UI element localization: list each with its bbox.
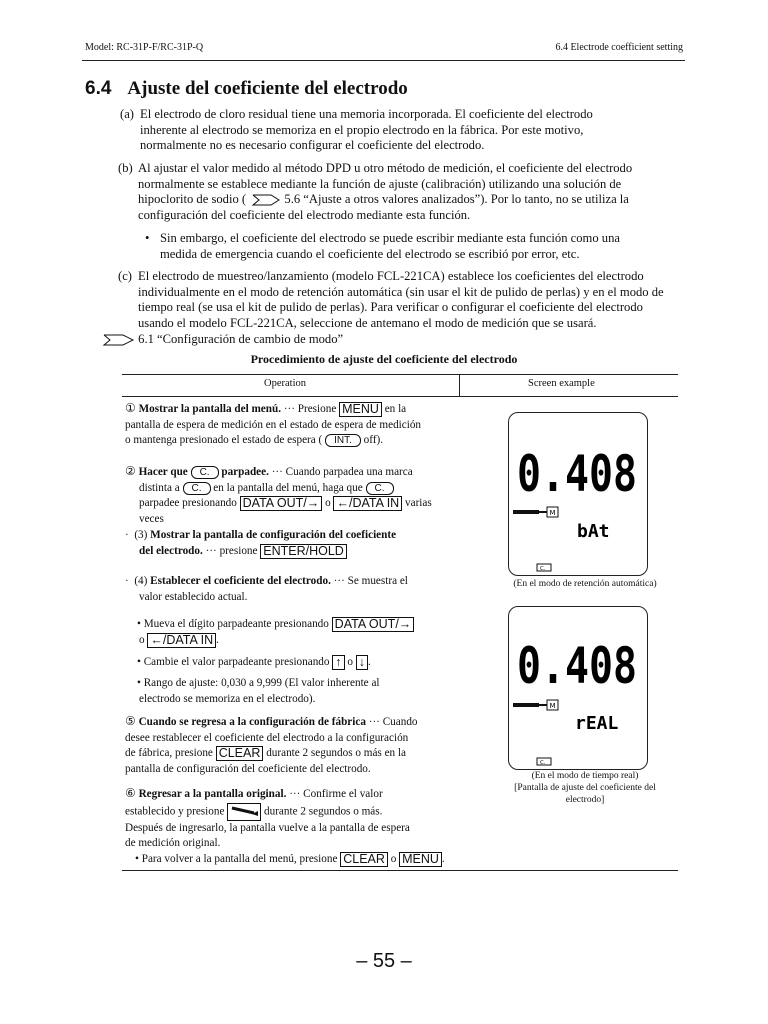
caption-line: electrodo] [565,795,605,805]
header-rule [82,60,685,61]
paragraph-c-tag: (c) [118,269,132,283]
step-1-line [125,401,455,418]
step-text: durante 2 segundos o más. [264,805,383,818]
step-text: ··· Cuando [368,716,418,728]
paragraph-a-line: inherente al electrodo se memoriza en el propio electrodo en la fábrica. Por este motivo, [140,122,584,137]
up-key: ↑ [332,655,344,670]
step-dot: · [125,575,129,587]
section-title [85,78,408,100]
step-text: o [139,633,145,646]
clear-key: CLEAR [340,852,388,867]
enter-hold-key: ENTER/HOLD [260,544,347,559]
step-text: Mueva el dígito parpadeante presionando [143,618,329,631]
paragraph-a [120,107,700,154]
c-key: C. [366,482,394,495]
step-number: (4) [134,575,148,587]
mode-reference-text: 6.1 “Configuración de cambio de modo” [138,332,344,346]
step-text: electrodo se memoriza en el electrodo). [139,692,316,705]
step-1 [125,401,455,449]
paragraph-c-line: El electrodo de muestreo/lanzamiento (modelo FCL-221CA) establece los coeficientes del electrodo [138,269,644,283]
caption-line: (En el modo de tiempo real) [531,771,639,781]
screen-caption-auto-hold: (En el modo de retención automática) [513,579,657,589]
step-dot: · [125,529,129,541]
clear-key: CLEAR [216,746,264,761]
table-top-rule [122,374,678,375]
step-heading: Cuando se regresa a la configuración de fábrica [138,716,366,728]
step-number: ① [125,401,136,415]
table-title: Procedimiento de ajuste del coeficiente del electrodo [250,352,518,366]
m-indicator: M [549,702,556,710]
page-number: – 55 – [356,950,412,972]
step-text: Rango de ajuste: 0,030 a 9,999 (El valor inherente al [143,677,380,690]
step-text: ··· Cuando parpadea una marca [271,466,413,478]
step-text: de medición original. [125,837,221,850]
paragraph-a-line: normalmente no es necesario configurar el coeficiente del electrodo. [140,138,485,153]
lcd-screen-auto-hold [508,412,648,576]
step-text: ··· Confirme el valor [289,788,383,800]
step-5-line [125,746,455,762]
data-in-key: ←/DATA IN [147,633,216,648]
step-text: en la [384,403,407,415]
mode-reference [103,332,343,348]
step-3-line [125,528,457,544]
step-2-line [139,496,457,512]
lcd-mode-label: bAt [577,521,610,542]
step-number: (3) [134,529,148,541]
step-text: ··· presione [205,544,258,557]
step-6 [125,786,470,867]
lcd-mode-label: rEAL [575,713,619,734]
step-5-line [125,714,455,731]
down-key: ↓ [356,655,368,670]
step-heading: Hacer que [138,466,188,478]
step-heading: parpadee. [221,466,269,478]
bullet-dot: • [145,231,150,245]
m-indicator: M [549,509,556,517]
caption-line: [Pantalla de ajuste del coeficiente del [514,783,656,793]
step-text: ··· Presione [283,403,337,415]
step-text: o [347,655,353,668]
c-key: C. [183,482,211,495]
lcd-display [509,413,647,575]
table-bottom-rule [122,870,678,871]
paragraph-c-line: usando el modelo FCL-221CA, seleccione de antemano el modo de medición que se usará. [138,315,597,330]
paragraph-c-line: tiempo real (se usa el kit de pulido de perlas). Para verificar o configurar el coeficiente del electrodo [138,300,643,315]
bullet-note [145,231,690,262]
step-text: pantalla de configuración del coeficiente del electrodo. [125,762,371,775]
electrode-key [227,803,261,821]
step-4-line [125,574,457,590]
step-text: o mantenga presionado el estado de espera ( [125,434,323,447]
step-heading: Mostrar la pantalla del menú. [138,403,281,415]
lcd-display [509,607,647,769]
step-text: Después de ingresarlo, la pantalla vuelve a la pantalla de espera [125,821,410,834]
step-3 [125,528,457,559]
paragraph-c-line: individualmente en el modo de retención automática (sin usar el kit de pulido de perlas) y en el modo de [138,284,664,299]
data-in-key: ←/DATA IN [333,496,402,511]
step-5 [125,714,455,777]
step-text: valor establecido actual. [139,590,248,603]
step-text: en la pantalla del menú, haga que [213,481,363,494]
step-text: o [325,497,331,510]
menu-key: MENU [399,852,442,867]
paragraph-b-text: hipoclorito de sodio ( [138,192,247,207]
step-heading: Regresar a la pantalla original. [138,788,287,800]
step-text: Para volver a la pantalla del menú, presione [141,852,338,865]
c-indicator: C. [540,760,546,766]
step-text: off). [363,434,384,447]
step-4 [125,574,457,707]
step-heading: Mostrar la pantalla de configuración del coeficiente [150,529,397,541]
step-6-bullet: • Para volver a la pantalla del menú, presione CLEAR o MENU . [135,851,445,866]
step-4-line: o ←/DATA IN . [139,632,219,647]
step-heading: del electrodo. [139,544,203,557]
paragraph-b-line: normalmente se establece mediante la función de ajuste (calibración) utilizando una solución de [138,176,622,191]
step-number: ② [125,464,136,478]
paragraph-c [118,269,698,331]
step-6-line [125,786,470,803]
step-text: durante 2 segundos o más en la [266,747,406,760]
step-text: ··· Se muestra el [333,575,408,587]
step-heading: Establecer el coeficiente del electrodo. [150,575,331,587]
electrode-icon [229,804,259,817]
step-4-bullet: • Mueva el dígito parpadeante presionando DATA OUT/→ [137,617,457,633]
step-2-line [125,464,457,481]
step-text: pantalla de espera de medición en el estado de espera de medición [125,418,422,431]
step-text: establecido y presione [125,805,225,818]
header-model: Model: RC-31P-F/RC-31P-Q [85,42,204,53]
step-number: ⑤ [125,714,136,728]
table-column-divider [459,375,460,396]
paragraph-b-line: configuración del coeficiente del electrodo mediante esta función. [138,207,471,222]
paragraph-b-line [138,192,698,208]
step-3-line [139,544,457,560]
step-text: Cambie el valor parpadeante presionando [143,655,330,668]
step-text: distinta a [139,481,180,494]
step-4-bullet: • Rango de ajuste: 0,030 a 9,999 (El valor inherente al [137,677,380,690]
table-header-operation: Operation [264,378,306,389]
menu-key: MENU [339,402,382,417]
paragraph-b [118,161,698,223]
lcd-value: 0.408 [517,445,637,503]
c-indicator: C. [540,566,546,572]
reference-arrow-icon [249,194,281,206]
bullet-line: medida de emergencia cuando el coeficiente del electrodo se escribió por error, etc. [160,246,580,261]
section-number: 6.4 [85,78,112,99]
lcd-value: 0.408 [517,637,637,695]
step-number: ⑥ [125,786,136,800]
step-text: parpadee presionando [139,497,237,510]
step-text: desee restablecer el coeficiente del electrodo a la configuración [125,731,409,744]
step-4-bullet: • Cambie el valor parpadeante presionando ↑ o ↓ . [137,654,371,669]
paragraph-b-tag: (b) [118,161,133,175]
lcd-screen-real-time [508,606,648,770]
data-out-key: DATA OUT/→ [240,496,323,511]
paragraph-b-text: 5.6 “Ajuste a otros valores analizados”). Por lo tanto, no se utiliza la [284,192,629,207]
step-6-line [125,803,470,821]
step-text: de fábrica, presione [125,747,213,760]
data-out-key: DATA OUT/→ [332,617,415,632]
bullet-line: Sin embargo, el coeficiente del electrodo se puede escribir mediante esta función como una [160,231,620,245]
step-text: veces [139,512,164,525]
step-text: varias [405,497,432,510]
step-text: o [390,852,397,865]
step-1-line [125,433,455,449]
table-header-screen: Screen example [528,378,595,389]
header-section: 6.4 Electrode coefficient setting [555,42,683,53]
paragraph-a-line: El electrodo de cloro residual tiene una memoria incorporada. El coeficiente del electrodo [140,107,593,121]
paragraph-a-tag: (a) [120,107,134,121]
table-header-rule [122,396,678,397]
screen-caption-real-time [470,770,700,806]
step-2-line [139,481,457,497]
int-key: INT. [325,434,361,447]
paragraph-b-line: Al ajustar el valor medido al método DPD u otro método de medición, el coeficiente del electrodo [138,161,633,175]
section-title-text: Ajuste del coeficiente del electrodo [127,78,408,99]
c-key: C. [191,466,219,479]
step-2 [125,464,457,527]
reference-arrow-icon [103,334,135,346]
